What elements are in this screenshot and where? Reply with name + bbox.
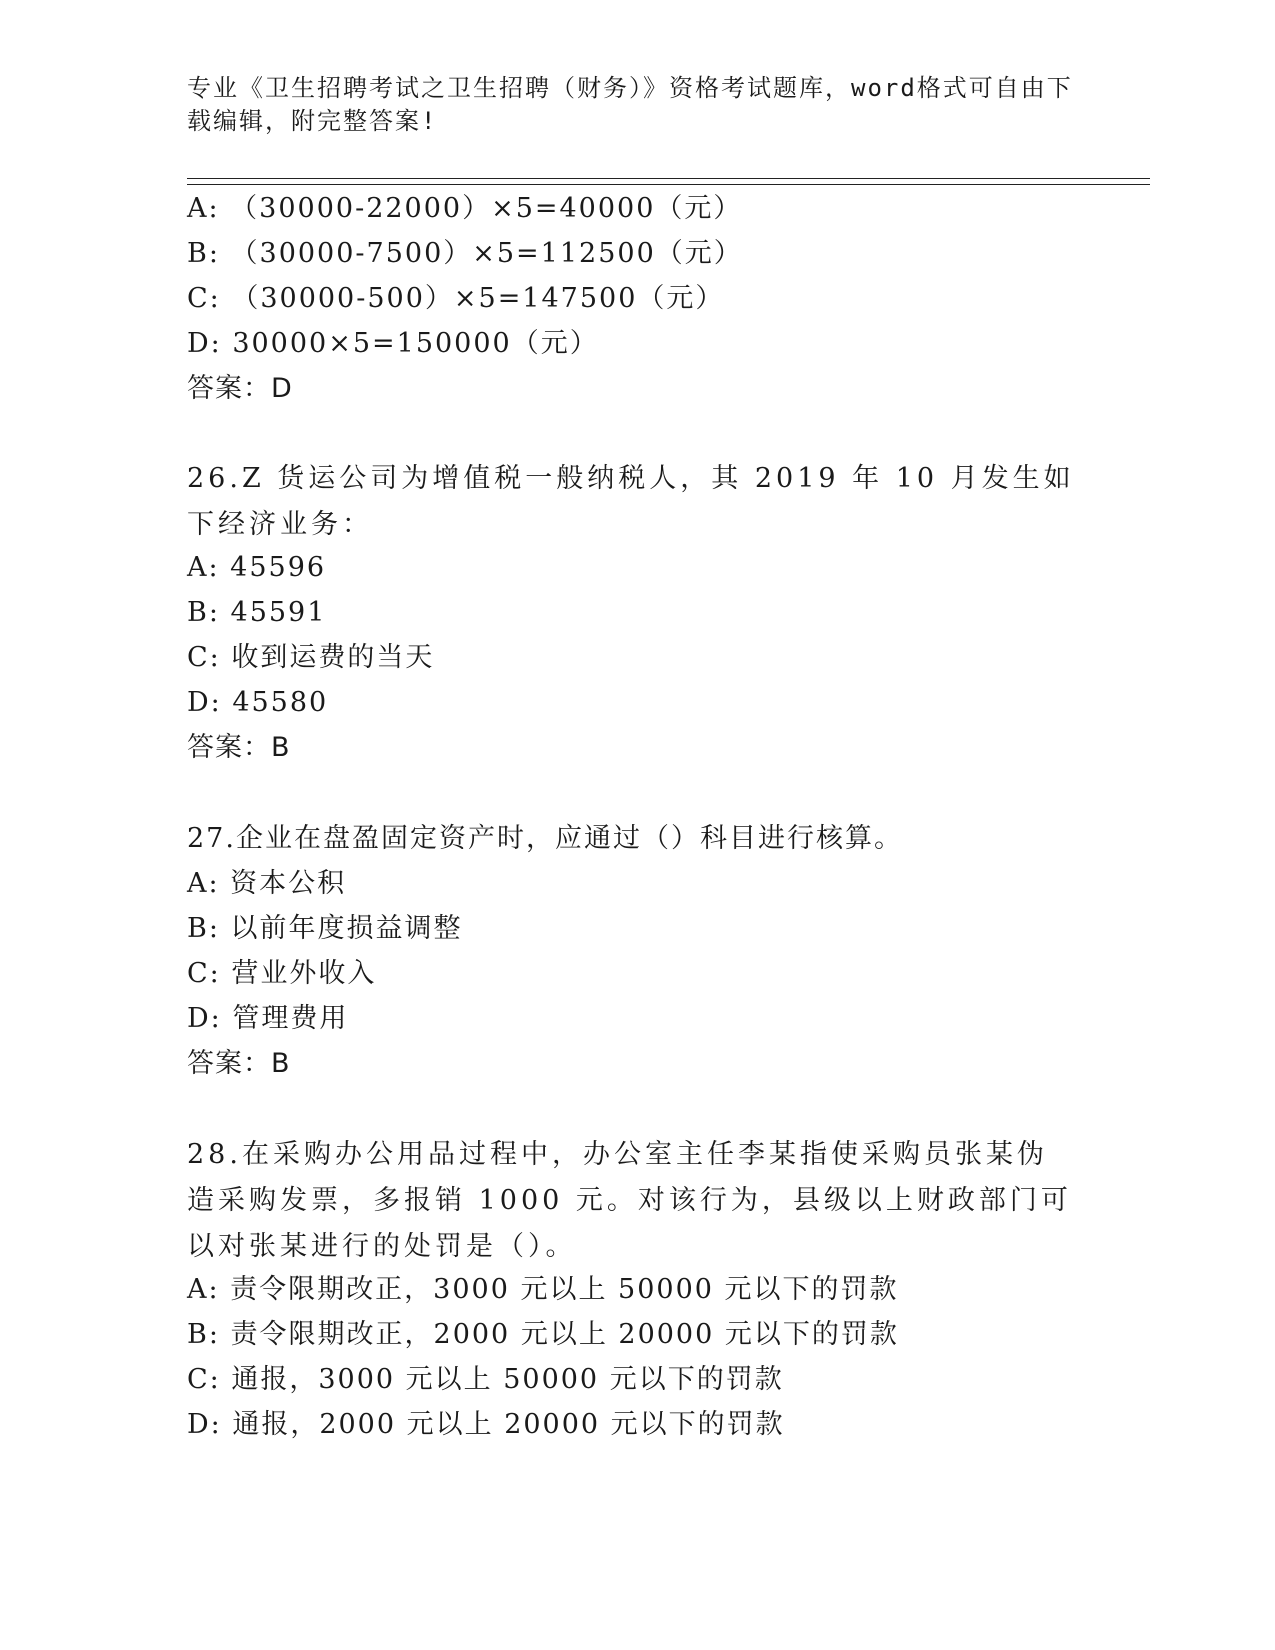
answer-label: 答案： [187, 732, 271, 763]
q28-option-c: C: 通报，3000 元以上 50000 元以下的罚款 [187, 1364, 784, 1395]
q28-option-b: B: 责令限期改正，2000 元以上 20000 元以下的罚款 [187, 1319, 899, 1350]
q28-stem: 28.在采购办公用品过程中，办公室主任李某指使采购员张某伪造采购发票，多报销 1000 元。对该行为，县级以上财政部门可以对张某进行的处罚是（）。 [187, 1139, 1072, 1262]
q28-option-a: A: 责令限期改正，3000 元以上 50000 元以下的罚款 [187, 1274, 899, 1305]
q26-option-a: A: 45596 [187, 552, 327, 583]
q27-option-d: D: 管理费用 [187, 1003, 349, 1034]
q25-option-b: B: （30000-7500）×5=112500（元） [187, 238, 743, 269]
q26-stem: 26.Z 货运公司为增值税一般纳税人，其 2019 年 10 月发生如下经济业务： [187, 463, 1075, 540]
header-divider-top [187, 178, 1150, 179]
answer-value: B [271, 732, 291, 763]
answer-value: B [271, 1048, 291, 1079]
q26-option-b: B: 45591 [187, 597, 327, 628]
answer-label: 答案： [187, 1048, 271, 1079]
q27-option-c: C: 营业外收入 [187, 958, 377, 989]
answer-label: 答案： [187, 373, 271, 404]
q25-option-d: D: 30000×5=150000（元） [187, 328, 599, 359]
q27-option-a: A: 资本公积 [187, 868, 347, 899]
header-divider-bottom [187, 184, 1150, 185]
q28-option-d: D: 通报，2000 元以上 20000 元以下的罚款 [187, 1409, 785, 1440]
q25-answer [187, 371, 293, 407]
q25-option-c: C: （30000-500）×5=147500（元） [187, 283, 725, 314]
q27-option-b: B: 以前年度损益调整 [187, 913, 463, 944]
q26-answer [187, 730, 291, 766]
q26-option-c: C: 收到运费的当天 [187, 642, 435, 673]
q27-stem: 27.企业在盘盈固定资产时，应通过（）科目进行核算。 [187, 823, 903, 854]
q25-option-a: A: （30000-22000）×5=40000（元） [187, 193, 743, 224]
q26-option-d: D: 45580 [187, 687, 329, 718]
answer-value: D [271, 373, 293, 404]
document-header: 专业《卫生招聘考试之卫生招聘（财务）》资格考试题库，word格式可自由下载编辑，附完整答案! [187, 74, 1073, 135]
q27-answer [187, 1046, 291, 1082]
